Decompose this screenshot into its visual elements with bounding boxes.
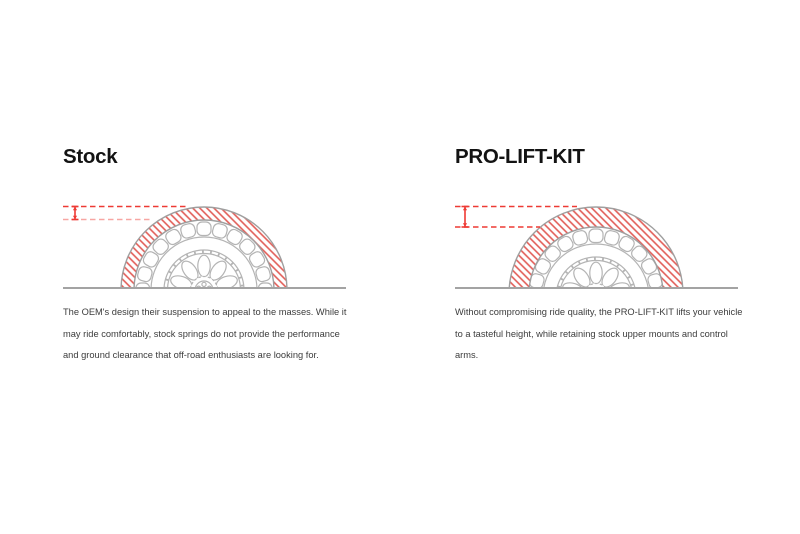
stock-description-line: may ride comfortably, stock springs do not provide the performance	[63, 328, 340, 339]
pro-lift-kit-panel	[455, 0, 755, 534]
pro-lift-kit-description-line: arms.	[455, 350, 479, 361]
stock-panel-title: Stock	[63, 145, 118, 168]
lift-wheel-group	[509, 207, 683, 300]
clearance-measure-arrow-icon	[462, 207, 469, 228]
pro-lift-kit-panel-title: PRO-LIFT-KIT	[455, 145, 585, 168]
stock-description-line: and ground clearance that off-road enthusiasts are looking for.	[63, 350, 319, 361]
stock-wheel-group	[121, 207, 287, 300]
stock-description-line: The OEM's design their suspension to appeal to the masses. While it	[63, 307, 347, 317]
stock-panel	[63, 0, 363, 534]
clearance-measure-arrow-icon	[72, 207, 79, 220]
stock-tire-illustration	[63, 195, 346, 300]
pro-lift-kit-description	[455, 302, 742, 367]
stock-description	[63, 302, 346, 367]
pro-lift-kit-tire-illustration	[455, 195, 738, 300]
pro-lift-kit-description-line: to a tasteful height, while retaining stock upper mounts and control	[455, 328, 728, 339]
pro-lift-kit-description-line: Without compromising ride quality, the PRO-LIFT-KIT lifts your vehicle	[455, 307, 743, 317]
